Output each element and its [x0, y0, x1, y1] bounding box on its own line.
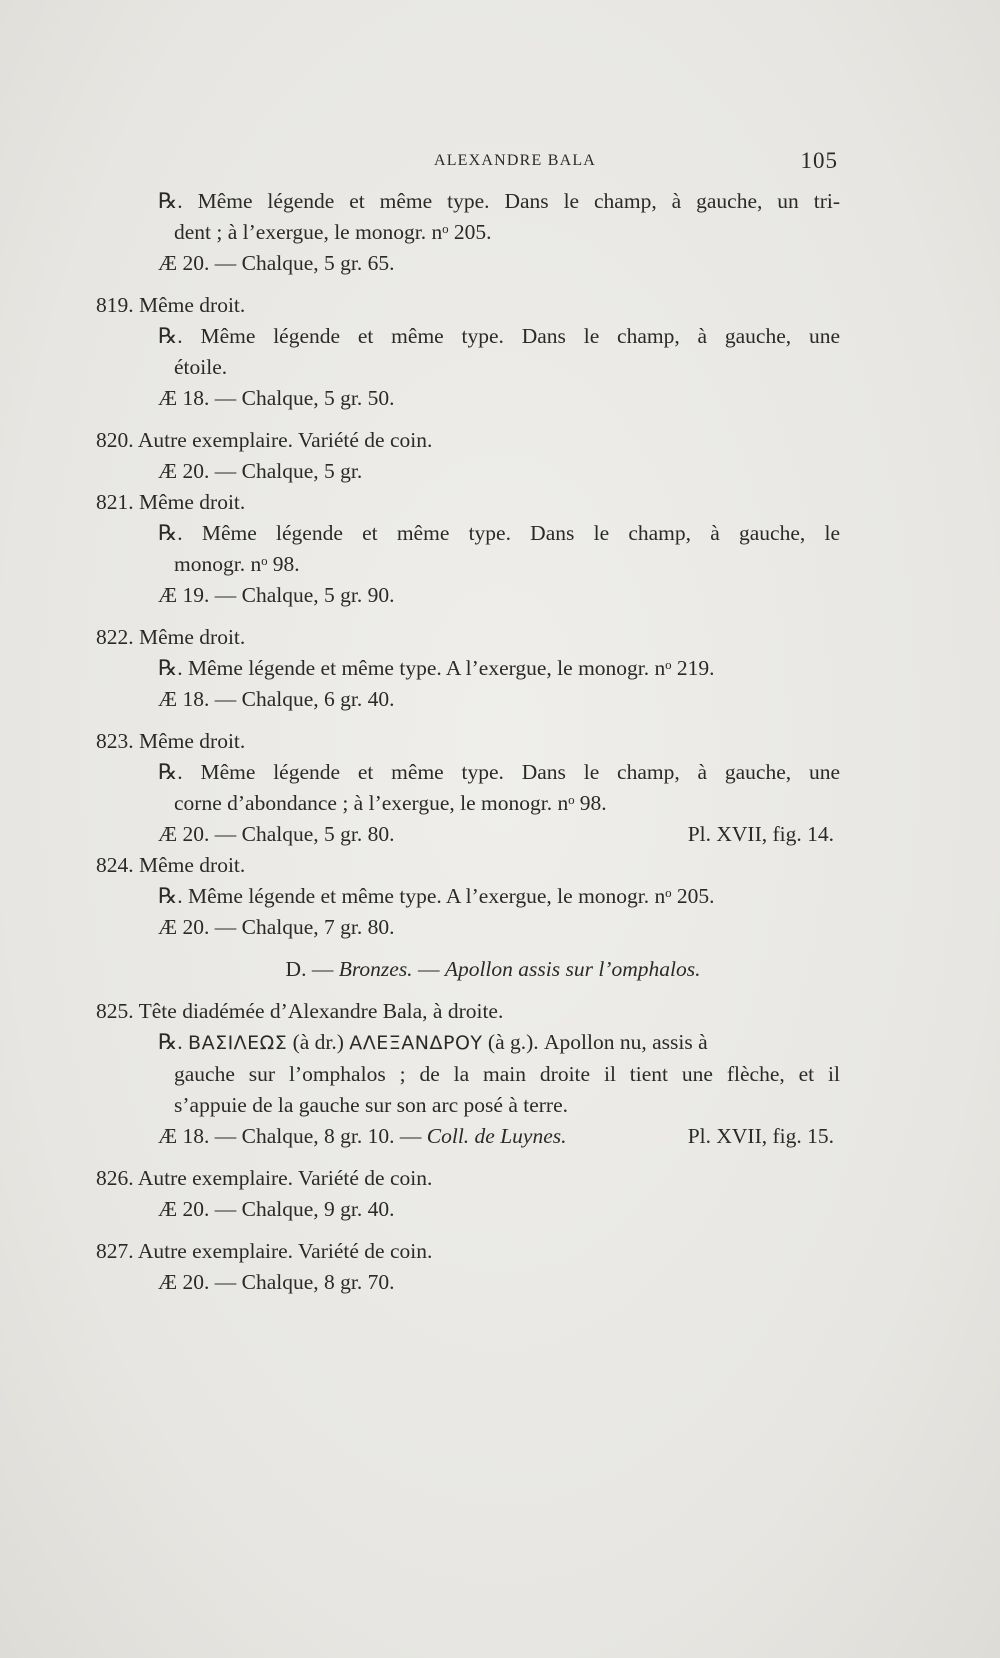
- entry-number: 826.: [96, 1166, 134, 1190]
- entry-819-reverse-cont: étoile.: [174, 355, 228, 379]
- section-dash: —: [417, 957, 440, 981]
- page-number: 105: [800, 148, 838, 173]
- metrics-text: Æ 18. — Chalque, 8 gr. 10. —: [158, 1124, 422, 1148]
- entry-number: 824.: [96, 853, 134, 877]
- obverse-text: Même droit.: [139, 293, 246, 317]
- entry-819-obverse: [96, 290, 840, 321]
- section-title: Apollon assis sur l’omphalos.: [444, 957, 701, 981]
- section-letter: D. —: [285, 957, 334, 981]
- obverse-text: Même droit.: [139, 729, 246, 753]
- entry-821-reverse: ℞. Même légende et même type. Dans le champ, à gauche, le: [158, 521, 840, 545]
- catalogue-text: [96, 186, 840, 1298]
- running-title: ALEXANDRE BALA: [433, 152, 597, 169]
- entry-821-obverse: [96, 487, 840, 518]
- entry-number: 820.: [96, 428, 134, 452]
- entry-number: 821.: [96, 490, 134, 514]
- section-heading: [96, 954, 840, 985]
- description-text: Autre exemplaire. Variété de coin.: [137, 428, 433, 452]
- description-text: Autre exemplaire. Variété de coin.: [137, 1166, 433, 1190]
- obverse-text: Même droit.: [139, 853, 246, 877]
- entry-821-reverse-cont: monogr. nᵒ 98.: [174, 552, 300, 576]
- collection-name: Coll. de Luynes.: [426, 1124, 567, 1148]
- obverse-text: Même droit.: [139, 490, 246, 514]
- legend-direction: (à dr.): [292, 1030, 344, 1054]
- entry-818-reverse-line: ℞. Même légende et même type. Dans le champ, à gauche, un tri-: [158, 189, 840, 213]
- entry-827-description: [96, 1236, 840, 1267]
- entry-821-metrics: Æ 19. — Chalque, 5 gr. 90.: [158, 583, 395, 607]
- entry-822-obverse: [96, 622, 840, 653]
- entry-819-reverse: ℞. Même légende et même type. Dans le champ, à gauche, une: [158, 324, 840, 348]
- plate-reference: Pl. XVII, fig. 14.: [687, 822, 834, 846]
- entry-823-obverse: [96, 726, 840, 757]
- entry-824-metrics: Æ 20. — Chalque, 7 gr. 80.: [158, 915, 395, 939]
- entry-826-description: [96, 1163, 840, 1194]
- running-head: [0, 148, 1000, 178]
- entry-number: 825.: [96, 999, 134, 1023]
- plate-reference: Pl. XVII, fig. 15.: [687, 1124, 834, 1148]
- entry-818-reverse-line-cont: dent ; à l’exergue, le monogr. nᵒ 205.: [174, 220, 492, 244]
- entry-827-metrics: Æ 20. — Chalque, 8 gr. 70.: [158, 1270, 395, 1294]
- greek-legend-right: ΒΑΣΙΛΕΩΣ: [188, 1032, 288, 1054]
- entry-826-metrics: Æ 20. — Chalque, 9 gr. 40.: [158, 1197, 395, 1221]
- entry-number: 819.: [96, 293, 134, 317]
- section-metal: Bronzes.: [338, 957, 413, 981]
- entry-824-reverse: ℞. Même légende et même type. A l’exergue, le monogr. nᵒ 205.: [158, 884, 715, 908]
- entry-825-metrics: [96, 1121, 840, 1152]
- entry-820-metrics: Æ 20. — Chalque, 5 gr.: [158, 459, 363, 483]
- entry-818-metrics: Æ 20. — Chalque, 5 gr. 65.: [158, 251, 395, 275]
- entry-number: 822.: [96, 625, 134, 649]
- description-text: Autre exemplaire. Variété de coin.: [137, 1239, 433, 1263]
- entry-822-metrics: Æ 18. — Chalque, 6 gr. 40.: [158, 687, 395, 711]
- metrics-text: Æ 20. — Chalque, 5 gr. 80.: [158, 822, 395, 846]
- entry-823-metrics: [96, 819, 840, 850]
- entry-824-obverse: [96, 850, 840, 881]
- entry-825-reverse-cont-2: s’appuie de la gauche sur son arc posé à terre.: [174, 1093, 568, 1117]
- obverse-text: Même droit.: [139, 625, 246, 649]
- entry-820-description: [96, 425, 840, 456]
- reverse-description: (à g.). Apollon nu, assis à: [487, 1030, 708, 1054]
- entry-825-reverse-cont: gauche sur l’omphalos ; de la main droite il tient une flèche, et il: [174, 1062, 840, 1086]
- obverse-text: Tête diadémée d’Alexandre Bala, à droite.: [138, 999, 504, 1023]
- entry-819-metrics: Æ 18. — Chalque, 5 gr. 50.: [158, 386, 395, 410]
- greek-legend-left: ΑΛΕΞΑΝΔΡΟΥ: [349, 1032, 483, 1054]
- entry-822-reverse: ℞. Même légende et même type. A l’exergue, le monogr. nᵒ 219.: [158, 656, 715, 680]
- entry-823-reverse: ℞. Même légende et même type. Dans le champ, à gauche, une: [158, 760, 840, 784]
- entry-825-reverse: [96, 1027, 840, 1059]
- entry-825-obverse: [96, 996, 840, 1027]
- entry-number: 823.: [96, 729, 134, 753]
- entry-number: 827.: [96, 1239, 134, 1263]
- reverse-symbol: ℞.: [158, 1030, 183, 1054]
- entry-823-reverse-cont: corne d’abondance ; à l’exergue, le monogr. nᵒ 98.: [174, 791, 607, 815]
